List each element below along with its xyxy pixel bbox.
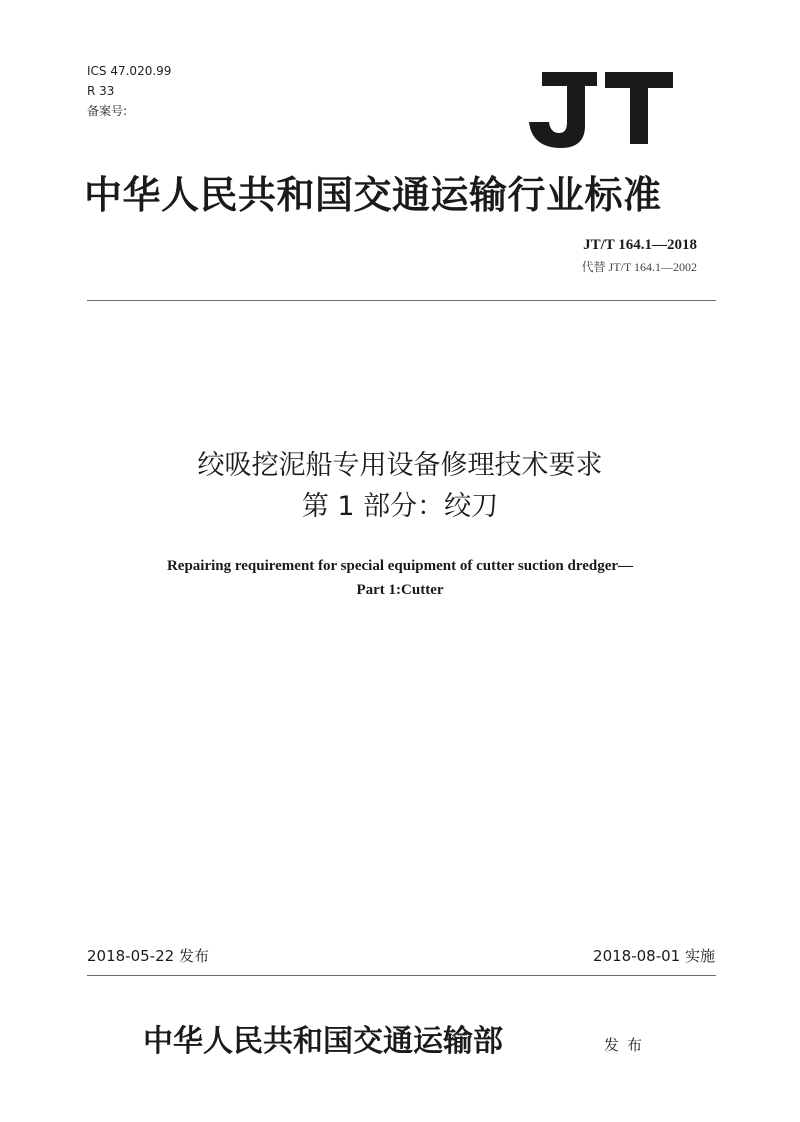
- record-number-label: 备案号:: [87, 104, 128, 118]
- standard-number: JT/T 164.1—2018: [583, 237, 697, 253]
- bottom-divider: [87, 975, 716, 976]
- replaces-standard: 代替 JT/T 164.1—2002: [581, 260, 697, 274]
- implementation-date: 2018-08-01 实施: [593, 947, 715, 965]
- issuing-authority: 中华人民共和国交通运输部: [143, 1024, 503, 1059]
- jt-logo: [527, 70, 677, 150]
- english-title-line-2: Part 1:Cutter: [356, 582, 444, 598]
- top-divider: [87, 300, 716, 301]
- issue-action-label: 发布: [604, 1036, 651, 1054]
- english-title-line-1: Repairing requirement for special equipment of cutter suction dredger—: [166, 558, 634, 574]
- industry-standard-title: 中华人民共和国交通运输行业标准: [84, 172, 662, 217]
- chinese-title-line-2: 第 1 部分：绞刀: [301, 491, 499, 522]
- ics-code: ICS 47.020.99: [87, 64, 172, 78]
- ccs-code: R 33: [87, 84, 115, 98]
- issue-date: 2018-05-22 发布: [87, 947, 209, 965]
- chinese-title-line-1: 绞吸挖泥船专用设备修理技术要求: [197, 450, 603, 481]
